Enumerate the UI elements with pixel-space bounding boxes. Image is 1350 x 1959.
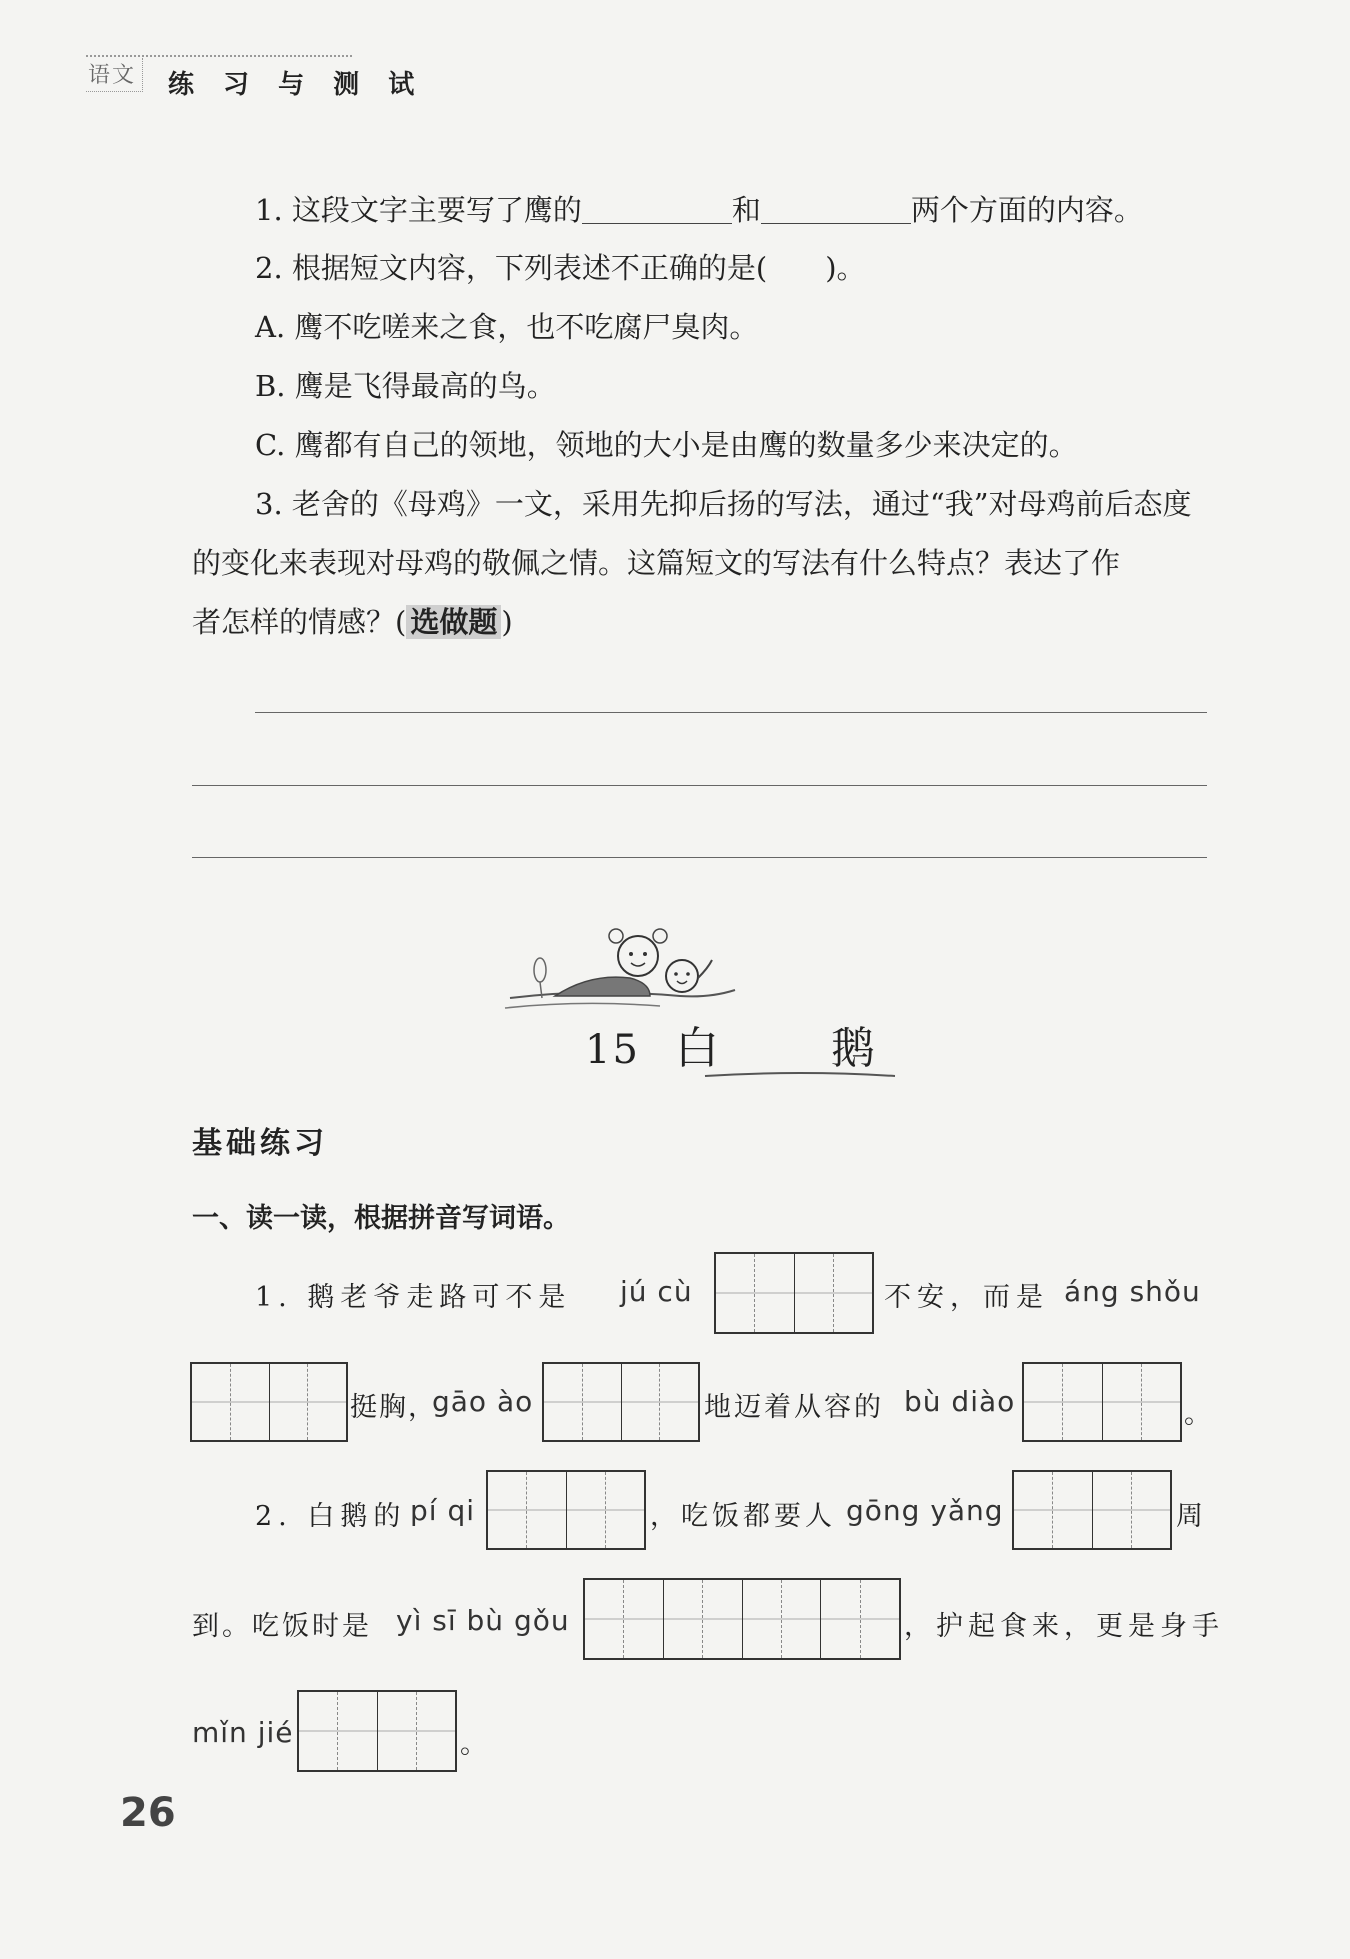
question-1 <box>255 190 1143 230</box>
grid-gao-ao[interactable] <box>542 1362 700 1442</box>
question-3-line-3 <box>192 602 513 642</box>
grid-min-jie[interactable] <box>297 1690 457 1772</box>
lesson-number: 15 <box>585 1027 640 1073</box>
pinyin-yi-si-bu-gou: yì sī bù gǒu <box>396 1604 570 1637</box>
option-a: A. 鹰不吃嗟来之食，也不吃腐尸臭肉。 <box>255 310 759 344</box>
question-3-close: ) <box>501 605 513 639</box>
period-2: 。 <box>460 1729 493 1760</box>
text-hu-qi: ，护起食来，更是身手 <box>904 1611 1224 1642</box>
item-2-prefix: 2. 白鹅的 <box>255 1501 407 1532</box>
answer-line-2[interactable] <box>192 785 1207 786</box>
task-1-heading: 一、读一读，根据拼音写词语。 <box>192 1203 570 1234</box>
question-2: 2. 根据短文内容，下列表述不正确的是( )。 <box>255 251 866 285</box>
answer-blank-2[interactable] <box>761 193 911 224</box>
option-c: C. 鹰都有自己的领地，领地的大小是由鹰的数量多少来决定的。 <box>255 428 1078 462</box>
header-book-title: 练 习 与 测 试 <box>168 70 425 100</box>
question-3-line-2: 的变化来表现对母鸡的敬佩之情。这篇短文的写法有什么特点？表达了作 <box>192 546 1121 580</box>
pinyin-gong-yang: gōng yǎng <box>846 1494 1004 1527</box>
pinyin-ju-cu: jú cù <box>620 1275 693 1308</box>
lesson-title <box>585 1012 909 1076</box>
question-1-text-a: 1. 这段文字主要写了鹰的 <box>255 193 582 227</box>
text-ting-xiong: 挺胸， <box>350 1392 437 1423</box>
text-di-mai: 地迈着从容的 <box>704 1392 884 1423</box>
section-heading: 基础练习 <box>192 1126 328 1161</box>
children-illustration <box>500 918 740 1018</box>
question-1-text-c: 两个方面的内容。 <box>910 193 1143 227</box>
pinyin-gao-ao: gāo ào <box>432 1385 534 1418</box>
grid-pi-qi[interactable] <box>486 1470 646 1550</box>
text-chi-fan: ，吃饭都要人 <box>650 1501 836 1532</box>
question-3-text: 者怎样的情感？( <box>192 605 407 639</box>
pinyin-ang-shou: áng shǒu <box>1064 1275 1201 1308</box>
question-1-text-b: 和 <box>731 193 761 227</box>
lesson-name: 白 鹅 <box>675 1023 909 1074</box>
grid-gong-yang[interactable] <box>1012 1470 1172 1550</box>
pinyin-bu-diao: bù diào <box>904 1385 1016 1418</box>
option-b: B. 鹰是飞得最高的鸟。 <box>255 369 556 403</box>
grid-bu-diao[interactable] <box>1022 1362 1182 1442</box>
period-1: 。 <box>1184 1399 1217 1430</box>
question-3-line-1: 3. 老舍的《母鸡》一文，采用先抑后扬的写法，通过“我”对母鸡前后态度 <box>255 487 1192 521</box>
text-zhou: 周 <box>1176 1501 1209 1532</box>
item-1-prefix: 1. 鹅老爷走路可不是 <box>255 1282 572 1313</box>
page-number: 26 <box>120 1790 176 1836</box>
title-underline <box>700 1068 900 1082</box>
answer-line-3[interactable] <box>192 857 1207 858</box>
item-1-mid: 不安，而是 <box>884 1282 1049 1313</box>
answer-line-1[interactable] <box>255 712 1207 713</box>
header-subject: 语文 <box>86 58 143 92</box>
answer-blank-1[interactable] <box>582 193 732 224</box>
text-dao: 到。吃饭时是 <box>192 1611 372 1642</box>
optional-tag: 选做题 <box>406 605 501 639</box>
grid-yi-si-bu-gou[interactable] <box>583 1578 901 1660</box>
pinyin-min-jie: mǐn jié <box>192 1716 294 1749</box>
grid-ju-cu[interactable] <box>714 1252 874 1334</box>
pinyin-pi-qi: pí qi <box>410 1494 476 1527</box>
grid-ang-shou[interactable] <box>190 1362 348 1442</box>
